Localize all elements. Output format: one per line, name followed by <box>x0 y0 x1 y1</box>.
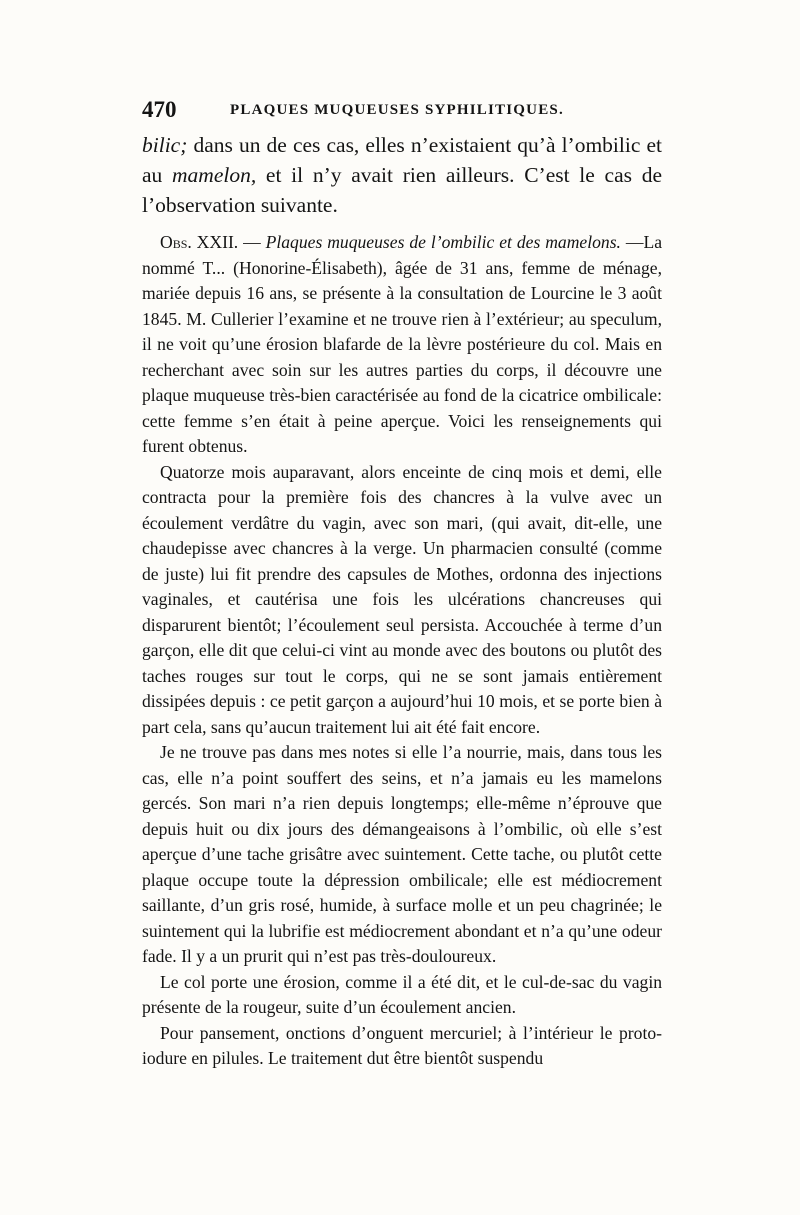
paragraph-3: Le col porte une érosion, comme il a été dit, et le cul-de-sac du vagin présente de la rougeur, suite d’un écoulement ancien. <box>142 971 662 1017</box>
page-number: 470 <box>142 97 177 122</box>
observation-text: —La nommé T... (Honorine-Élisabeth), âgée de 31 ans, femme de ménage, mariée depuis 16 ans, se présente à la consultation de Lourcine le 3 août 1845. M. Cullerier l’examine et ne trouve rien à l’extérieur; au speculum, il ne voit qu’une érosion blafarde de la lèvre postérieure du col. Mais en recherchant avec soin sur les autres parties du corps, il découvre une plaque muqueuse très-bien caractérisée au fond de la cicatrice ombilicale: cette femme s’en était à peine aperçue. Voici les renseignements qui furent obtenus. <box>142 232 663 456</box>
paragraph-2: Je ne trouve pas dans mes notes si elle l’a nourrie, mais, dans tous les cas, elle n’a point souffert des seins, et n’a jamais eu les mamelons gercés. Son mari n’a rien depuis longtemps; elle-même n’éprouve que depuis huit ou dix jours des démangeaisons à l’ombilic, où elle s’est aperçue d’une tache grisâtre avec suintement. Cette tache, ou plutôt cette plaque occupe toute la dépression ombilicale; elle est médiocrement saillante, d’un gris rosé, humide, à surface molle et un peu chagrinée; le suintement qui la lubrifie est médiocrement abondant et n’a qu’une odeur fade. Il y a un prurit qui n’est pas très-douloureux. <box>142 742 662 966</box>
intro-text-2: et il n’y avait rien ailleurs. C’est le cas de l’observation suivante. <box>142 163 662 217</box>
observation-paragraph <box>142 230 662 460</box>
intro-italic-start: bilic; <box>142 133 188 157</box>
body-text <box>142 230 662 1072</box>
intro-paragraph <box>142 130 662 220</box>
intro-italic-mamelon: mamelon, <box>172 163 257 187</box>
observation-label: Obs. XXII. <box>160 232 239 252</box>
running-title: PLAQUES MUQUEUSES SYPHILITIQUES. <box>230 102 564 118</box>
observation-dash: — <box>238 232 266 252</box>
observation-title: Plaques muqueuses de l’ombilic et des mamelons. <box>265 232 621 252</box>
page-header <box>142 97 662 123</box>
intro-text-1: dans un de ces cas, elles n’existaient qu’à l’ombilic et au <box>142 133 662 187</box>
paragraph-1: Quatorze mois auparavant, alors enceinte de cinq mois et demi, elle contracta pour la première fois des chancres à la vulve avec un écoulement verdâtre du vagin, avec son mari, (qui avait, dit-elle, une chaudepisse avec chancres à la verge. Un pharmacien consulté (comme de juste) lui fit prendre des capsules de Mothes, ordonna des injections vaginales, et cautérisa une fois les ulcérations chancreuses qui disparurent bientôt; l’écoulement seul persista. Accouchée à terme d’un garçon, elle dit que celui-ci vint au monde avec des boutons ou plutôt des taches rouges sur tout le corps, qui ne se sont jamais entièrement dissipées depuis : ce petit garçon a aujourd’hui 10 mois, et se porte bien à part cela, sans qu’aucun traitement lui ait été fait encore. <box>142 461 662 737</box>
paragraph-4: Pour pansement, onctions d’onguent mercuriel; à l’intérieur le proto-iodure en pilules. Le traitement dut être bientôt suspendu <box>142 1022 662 1068</box>
